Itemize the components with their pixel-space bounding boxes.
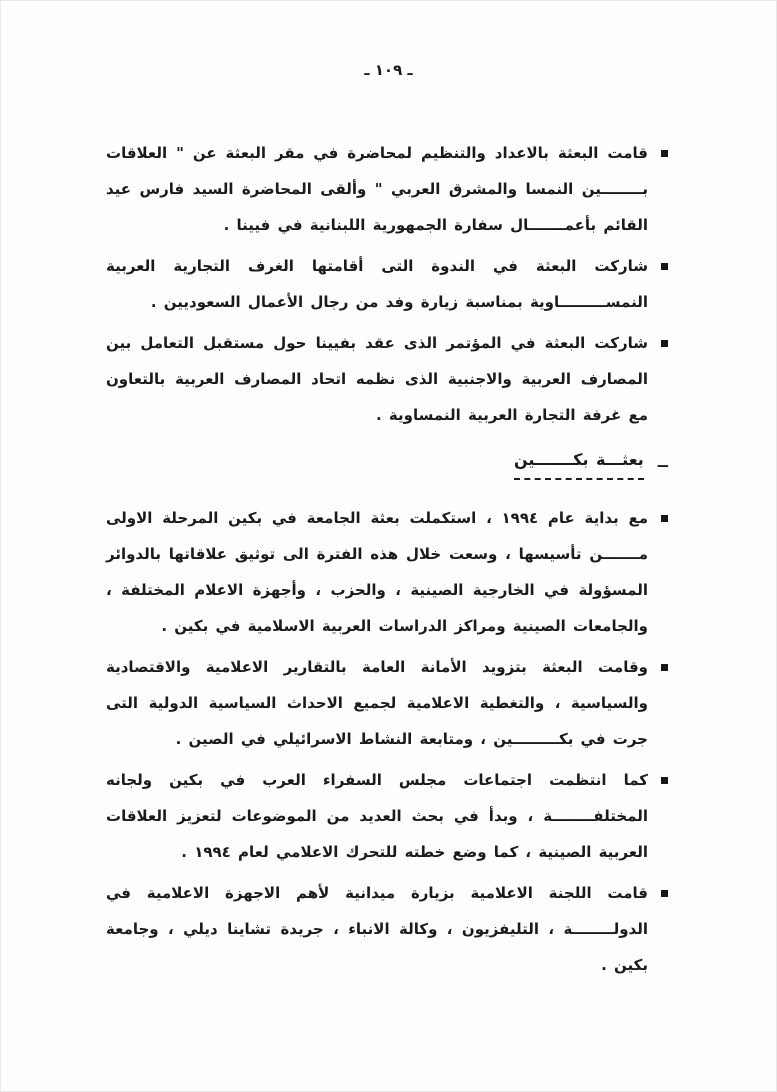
square-bullet-icon xyxy=(661,263,668,270)
bullet-paragraph xyxy=(106,762,668,870)
bullet-paragraph xyxy=(106,325,668,433)
paragraph-text: قامت اللجنة الاعلامية بزيارة ميدانية لأهم الاجهزة الاعلامية في الدولــــــــة ، التليفزيون ، وكالة الانباء ، جريدة تشاينا ديلي ، وجامعة بكين . xyxy=(106,884,648,974)
bullet-paragraph xyxy=(106,135,668,243)
paragraph-text: مع بداية عام ١٩٩٤ ، استكملت بعثة الجامعة في بكين المرحلة الاولى مـــــــن تأسيسها ، وسعت خلال هذه الفترة الى توثيق علاقاتها بالدوائر المسؤولة في الخارجية الصينية ، والحزب ، وأجهزة الاعلام المختلفة ، والجامعات الصينية ومراكز الدراسات العربية الاسلامية في بكين . xyxy=(106,509,648,635)
paragraph-text: وقامت البعثة بتزويد الأمانة العامة بالتقارير الاعلامية والاقتصادية والسياسية ، والتغطية الاعلامية لجميع الاحداث السياسية الدولية التى جرت في بكـــــــــين ، ومتابعة النشاط الاسرائيلي في الصين . xyxy=(106,658,648,748)
paragraph-text: كما انتظمت اجتماعات مجلس السفراء العرب في بكين ولجانه المختلفــــــــة ، وبدأ في بحث العديد من الموضوعات لتعزيز العلاقات العربية الصينية ، كما وضع خطته للتحرك الاعلامي لعام ١٩٩٤ . xyxy=(106,771,648,861)
square-bullet-icon xyxy=(661,890,668,897)
paragraph-text: شاركت البعثة في الندوة التى أقامتها الغرف التجارية العربية النمســـــــــاوية بمناسبة زيارة وفد من رجال الأعمال السعوديين . xyxy=(106,257,648,311)
page-number: ـ ١٠٩ ـ xyxy=(364,61,413,79)
section-heading-row xyxy=(106,447,668,480)
bullet-paragraph xyxy=(106,248,668,320)
bullet-paragraph xyxy=(106,649,668,757)
section-heading: بعثـــة بكـــــــين xyxy=(514,447,644,480)
square-bullet-icon xyxy=(661,664,668,671)
dash-icon: ــ xyxy=(657,453,668,471)
square-bullet-icon xyxy=(661,515,668,522)
bullet-paragraph xyxy=(106,500,668,644)
paragraph-text: شاركت البعثة في المؤتمر الذى عقد بفيينا حول مستقبل التعامل بين المصارف العربية والاجنبية الذى نظمه اتحاد المصارف العربية بالتعاون مع غرفة التجارة العربية النمساوية . xyxy=(106,334,648,424)
paragraph-text: قامت البعثة بالاعداد والتنظيم لمحاضرة في مقر البعثة عن " العلاقات بــــــــين النمسا والمشرق العربي " وألقى المحاضرة السيد فارس عيد القائم بأعمـــــــال سفارة الجمهورية اللبنانية في فيينا . xyxy=(106,144,648,234)
square-bullet-icon xyxy=(661,777,668,784)
square-bullet-icon xyxy=(661,150,668,157)
square-bullet-icon xyxy=(661,340,668,347)
bullet-paragraph xyxy=(106,875,668,983)
page-content xyxy=(106,135,668,988)
